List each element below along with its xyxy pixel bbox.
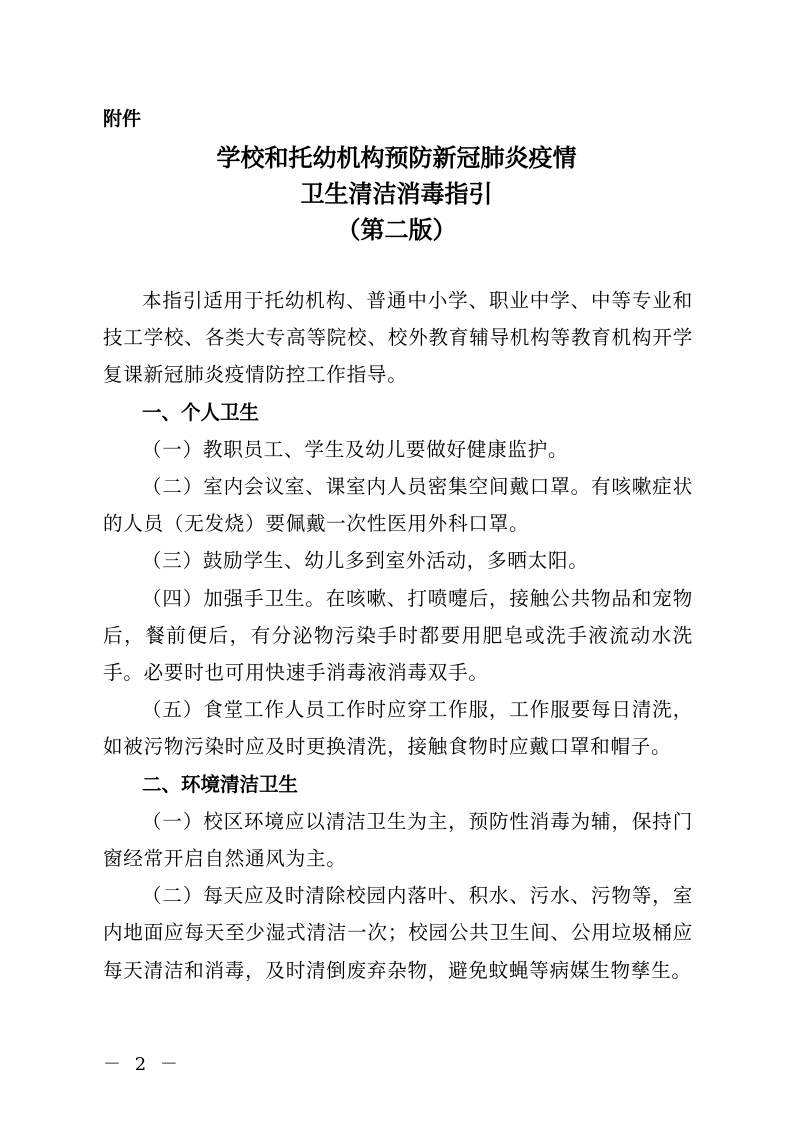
section-2-heading: 二、环境清洁卫生 — [142, 772, 299, 796]
attachment-label: 附件 — [103, 108, 142, 130]
section-1-item-2: （二）室内会议室、课室内人员密集空间戴口罩。有咳嗽症状的人员（无发烧）要佩戴一次性医用外科口罩。 — [103, 475, 693, 536]
document-body — [103, 282, 693, 989]
section-2-item-2: （二）每天应及时清除校园内落叶、积水、污水、污物等，室内地面应每天至少湿式清洁一次；校园公共卫生间、公用垃圾桶应每天清洁和消毒，及时清倒废弃杂物，避免蚊蝇等病媒生物孳生。 — [103, 884, 693, 982]
intro-paragraph: 本指引适用于托幼机构、普通中小学、职业中学、中等专业和技工学校、各类大专高等院校、校外教育辅导机构等教育机构开学复课新冠肺炎疫情防控工作指导。 — [103, 289, 693, 387]
section-2-item-1: （一）校区环境应以清洁卫生为主，预防性消毒为辅，保持门窗经常开启自然通风为主。 — [103, 809, 693, 871]
title-line-1: 学校和托幼机构预防新冠肺炎疫情 — [216, 143, 577, 172]
title-line-2: 卫生清洁消毒指引 — [300, 179, 493, 208]
section-1-item-5: （五）食堂工作人员工作时应穿工作服，工作服要每日清洗，如被污物污染时应及时更换清洗，接触食物时应戴口罩和帽子。 — [103, 698, 693, 759]
page-number: － 2 － — [103, 1054, 182, 1075]
title-line-3: （第二版） — [336, 215, 457, 244]
section-1-item-3: （三）鼓励学生、幼儿多到室外活动，多晒太阳。 — [142, 549, 589, 573]
section-1-item-4: （四）加强手卫生。在咳嗽、打喷嚏后，接触公共物品和宠物后，餐前便后，有分泌物污染手时都要用肥皂或洗手液流动水洗手。必要时也可用快速手消毒液消毒双手。 — [103, 586, 693, 685]
section-1-item-1: （一）教职员工、学生及幼儿要做好健康监护。 — [142, 437, 569, 461]
section-1-heading: 一、个人卫生 — [142, 400, 260, 424]
